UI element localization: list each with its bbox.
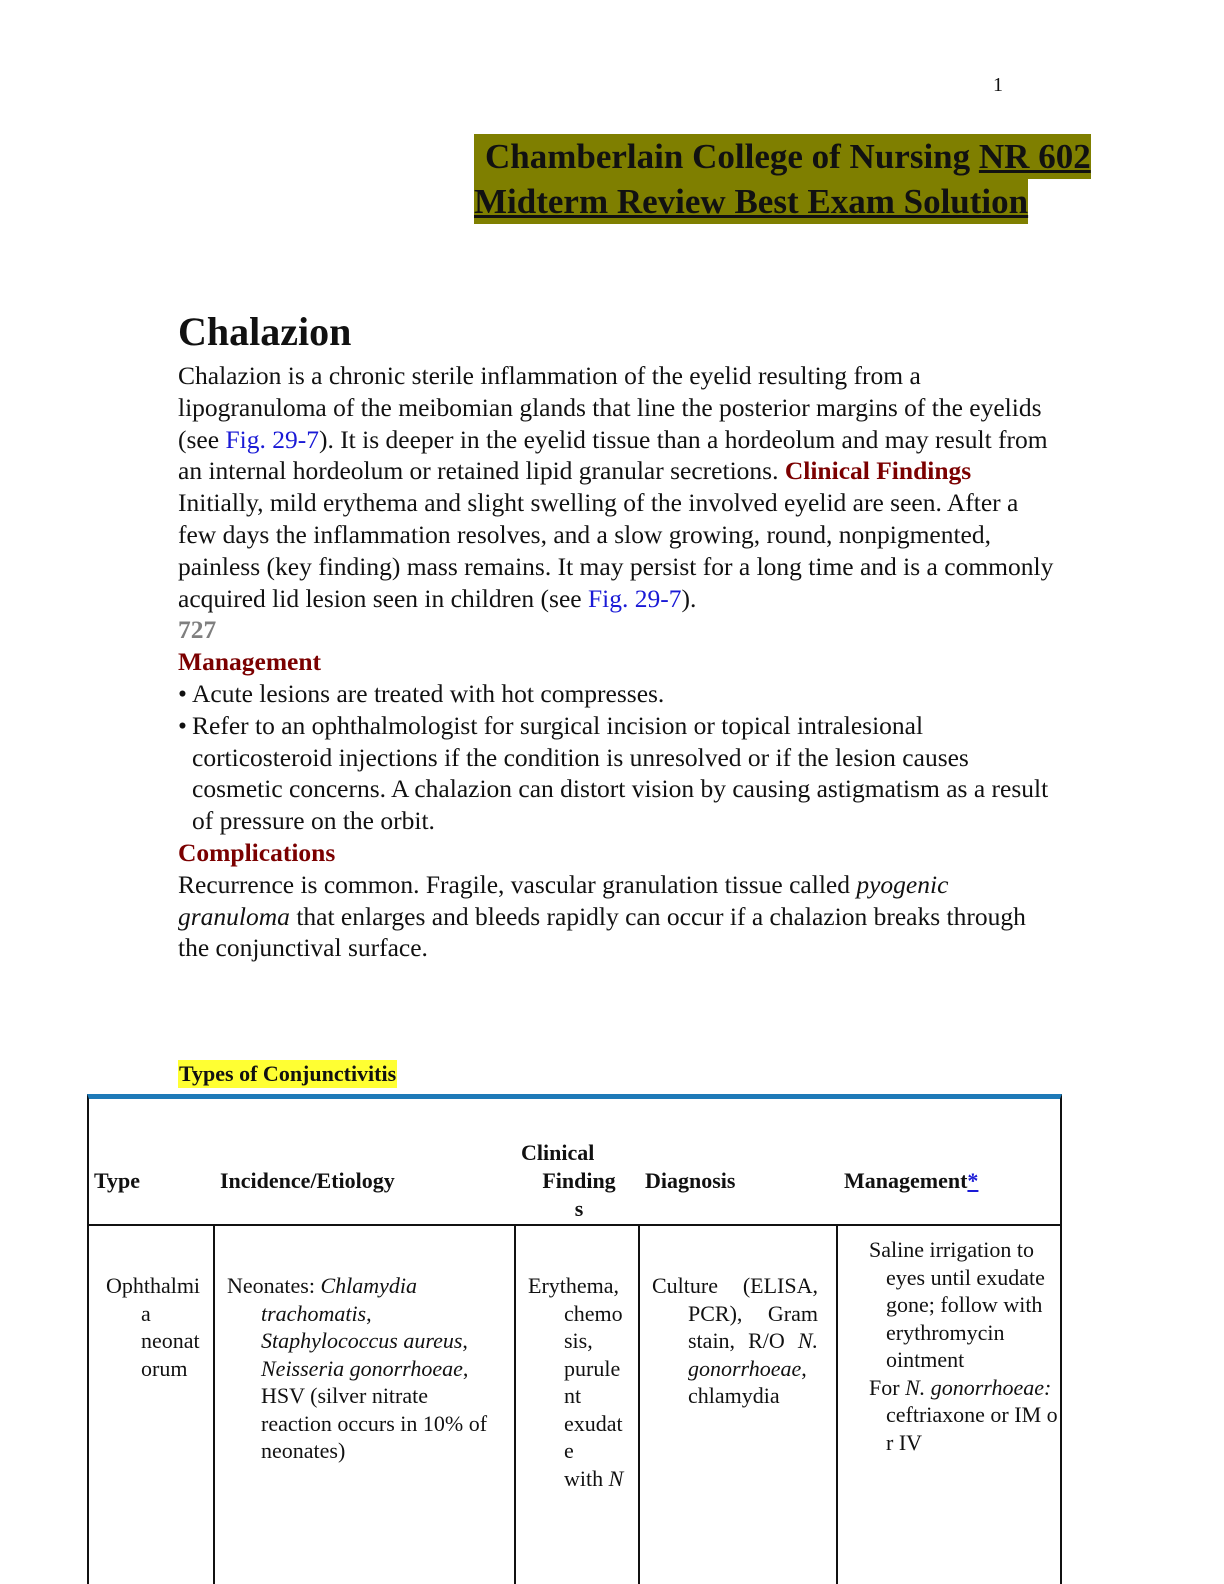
cell-diagnosis: Culture (ELISA, PCR), Gram stain, R/O N. gonorrhoeae, chlamydia bbox=[652, 1273, 818, 1408]
header-clinical-findings: Clinical Finding s bbox=[521, 1140, 616, 1221]
table-caption: Types of Conjunctivitis bbox=[179, 1061, 397, 1086]
header-incidence: Incidence/Etiology bbox=[220, 1168, 395, 1193]
document-title bbox=[474, 134, 1184, 224]
chalazion-section bbox=[178, 306, 1058, 964]
header-management: Management* bbox=[844, 1168, 979, 1193]
cell-incidence: Neonates: Chlamydia trachomatis, Staphylococcus aureus, Neisseria gonorrhoeae, HSV (silver nitrate reaction occurs in 10% of neonates) bbox=[227, 1273, 488, 1463]
column-divider bbox=[638, 1225, 640, 1584]
title-line-2: Midterm Review Best Exam Solution bbox=[474, 179, 1028, 224]
conjunctivitis-table bbox=[87, 1094, 1062, 1584]
complications-heading: Complications bbox=[178, 837, 336, 867]
bullet-icon: • bbox=[178, 678, 187, 708]
page-reference: 727 bbox=[178, 615, 217, 645]
column-divider bbox=[213, 1225, 215, 1584]
list-item: • Refer to an ophthalmologist for surgical incision or topical intralesional corticosteroid injections if the condition is unresolved or if the lesion causes cosmetic concerns. A chalazion can distort vision by causing astigmatism as a result of pressure on the orbit. bbox=[178, 710, 1049, 836]
cell-type: Ophthalmi a neonat orum bbox=[105, 1273, 201, 1381]
complications-paragraph: Recurrence is common. Fragile, vascular granulation tissue called pyogenic granuloma that enlarges and bleeds rapidly can occur if a chalazion breaks through the conjunctival surface. bbox=[178, 869, 1026, 963]
bullet-icon: • bbox=[178, 710, 187, 740]
page-number: 1 bbox=[993, 74, 1003, 96]
column-divider bbox=[836, 1225, 838, 1584]
intro-paragraph: Chalazion is a chronic sterile inflammation of the eyelid resulting from a lipogranuloma of the meibomian glands that line the posterior margins of the eyelids (see Fig. 29-7). It is deeper in the eyelid tissue than a hordeolum and may result from an internal hordeolum or retained lipid granular secretions. Clinical Findings bbox=[178, 361, 1048, 486]
course-code: NR 602 bbox=[978, 137, 1091, 176]
section-heading: Chalazion bbox=[178, 309, 352, 354]
table-header-row bbox=[89, 1099, 1060, 1226]
cell-clinical-findings: Erythema, chemo sis, purule nt exudat e with N bbox=[528, 1273, 624, 1491]
figure-link[interactable]: Fig. 29-7 bbox=[587, 583, 682, 613]
cell-management: Saline irrigation to eyes until exudate gone; follow with erythromycin ointment For N. gonorrhoeae:ceftriaxone or IM or IV bbox=[869, 1237, 1058, 1455]
management-heading: Management bbox=[178, 647, 322, 677]
title-line-1: Chamberlain College of Nursing NR 602 bbox=[474, 134, 1091, 179]
footnote-link[interactable]: * bbox=[967, 1168, 979, 1193]
clinical-paragraph: Initially, mild erythema and slight swelling of the involved eyelid are seen. After a few days the inflammation resolves, and a slow growing, round, nonpigmented, painless (key finding) mass remains. It may persist for a long time and is a commonly acquired lid lesion seen in children (see Fig. 29-7). bbox=[178, 488, 1054, 613]
list-item: • Acute lesions are treated with hot compresses. bbox=[178, 678, 665, 708]
column-divider bbox=[514, 1225, 516, 1584]
header-type: Type bbox=[94, 1168, 141, 1193]
clinical-findings-heading: Clinical Findings bbox=[784, 456, 972, 486]
header-diagnosis: Diagnosis bbox=[645, 1168, 736, 1193]
figure-link[interactable]: Fig. 29-7 bbox=[225, 424, 319, 454]
